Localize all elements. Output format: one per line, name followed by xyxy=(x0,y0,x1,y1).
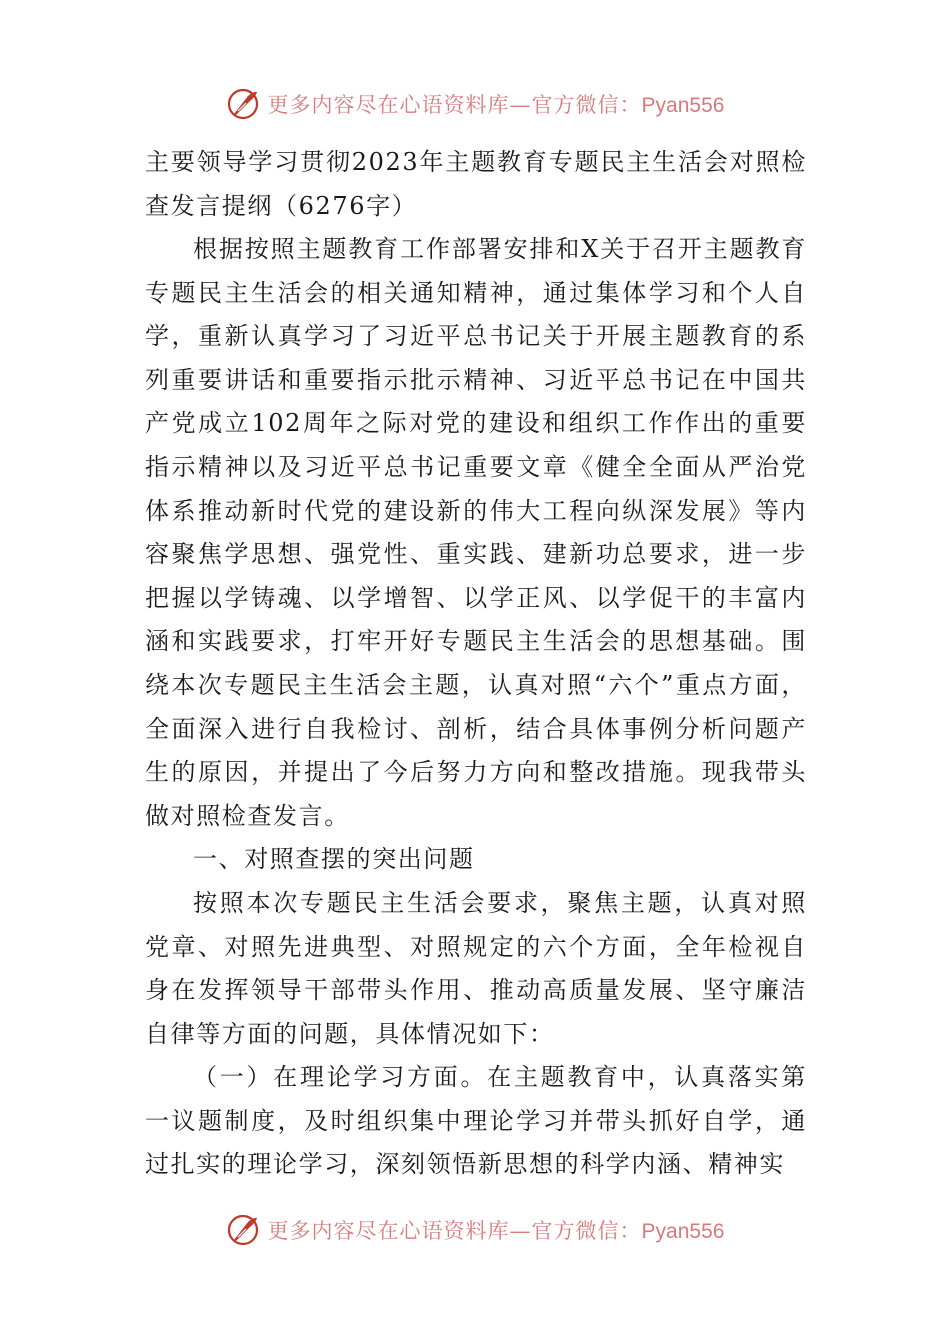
section-1-paragraph: 按照本次专题民主生活会要求，聚焦主题，认真对照党章、对照先进典型、对照规定的六个方面，全年检视自身在发挥领导干部带头作用、推动高质量发展、坚守廉洁自律等方面的问题，具体情况如下： xyxy=(145,888,807,1048)
section-heading-1: 一、对照查摆的突出问题 xyxy=(193,845,475,874)
watermark-text: 更多内容尽在心语资料库—官方微信：Pyan556 xyxy=(267,93,725,117)
document-body xyxy=(145,140,807,1187)
watermark-text: 更多内容尽在心语资料库—官方微信：Pyan556 xyxy=(267,1219,725,1243)
subsection-1-paragraph: （一）在理论学习方面。在主题教育中，认真落实第一议题制度，及时组织集中理论学习并带头抓好自学，通过扎实的理论学习，深刻领悟新思想的科学内涵、精神实 xyxy=(145,1063,807,1179)
document-title: 主要领导学习贯彻2023年主题教育专题民主生活会对照检查发言提纲（6276字） xyxy=(145,148,807,220)
intro-paragraph: 根据按照主题教育工作部署安排和X关于召开主题教育专题民主生活会的相关通知精神，通过集体学习和个人自学，重新认真学习了习近平总书记关于开展主题教育的系列重要讲话和重要指示批示精神、习近平总书记在中国共产党成立102周年之际对党的建设和组织工作作出的重要指示精神以及习近平总书记重要文章《健全全面从严治党体系推动新时代党的建设新的伟大工程向纵深发展》等内容聚焦学思想、强党性、重实践、建新功总要求，进一步把握以学铸魂、以学增智、以学正风、以学促干的丰富内涵和实践要求，打牢开好专题民主生活会的思想基础。围绕本次专题民主生活会主题，认真对照“六个”重点方面，全面深入进行自我检讨、剖析，结合具体事例分析问题产生的原因，并提出了今后努力方向和整改措施。现我带头做对照检查发言。 xyxy=(145,235,807,830)
quill-logo-icon xyxy=(226,1212,262,1248)
quill-logo-icon xyxy=(226,86,262,122)
watermark-footer xyxy=(0,1212,950,1248)
watermark-header xyxy=(0,86,950,122)
